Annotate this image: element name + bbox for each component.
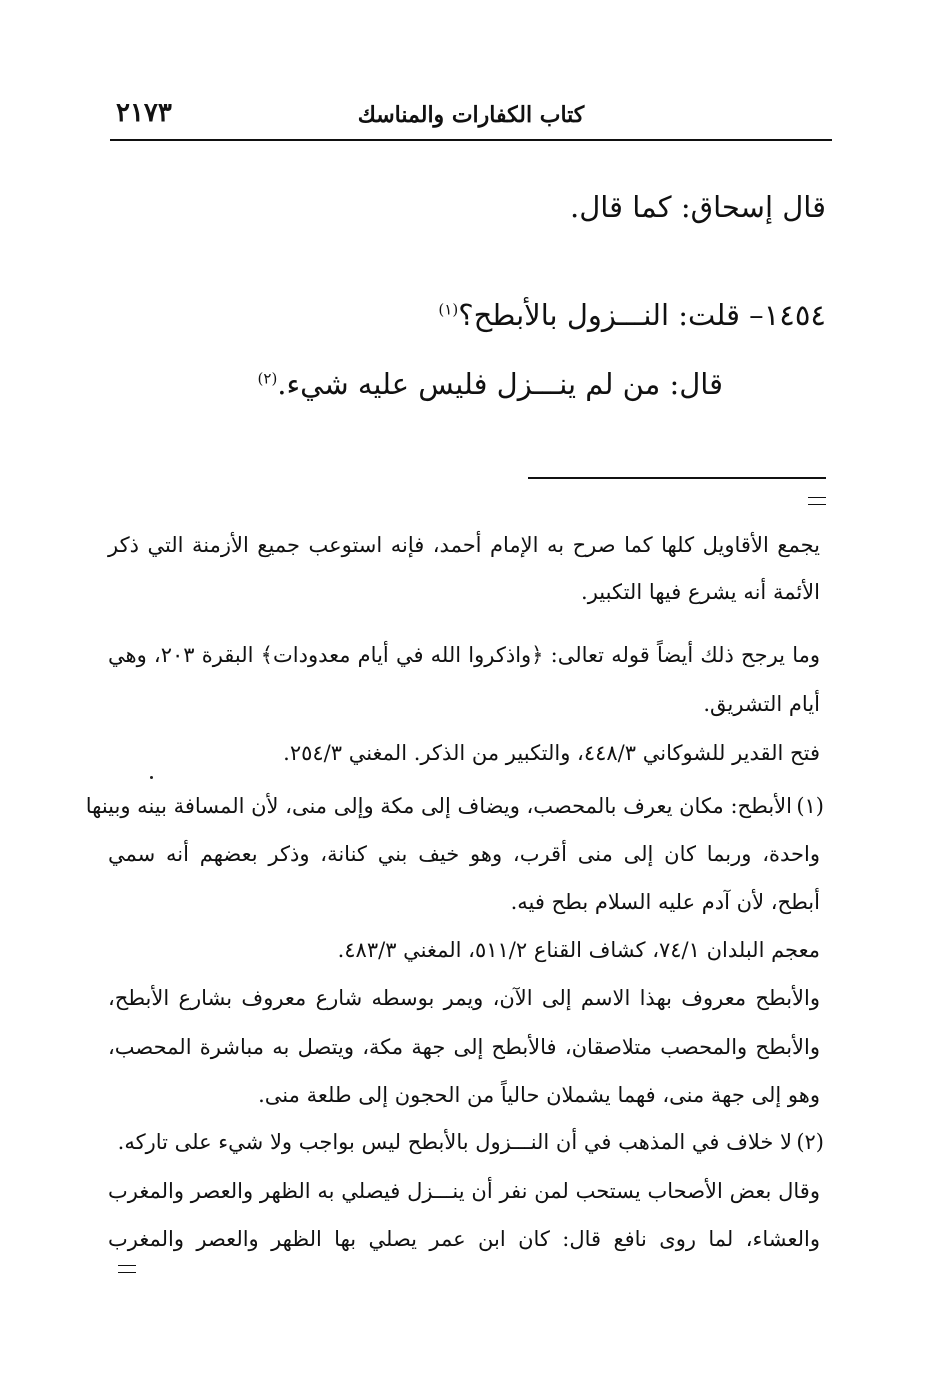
- header-title: كتاب الكفارات والمناسك: [357, 102, 585, 128]
- question-text: – قلت: النـــزول بالأبطح؟: [458, 298, 764, 332]
- footnote-continuation-line: فتح القدير للشوكاني ٤٤٨/٣، والتكبير من الذكر. المغني ٢٥٤/٣.: [283, 741, 820, 765]
- footnote-1-line: والأبطح والمحصب متلاصقان، فالأبطح إلى جهة مكة، ويتصل به مباشرة المحصب،: [108, 1035, 820, 1059]
- footnote-1-number: (١): [796, 794, 824, 818]
- footnote-ref-2: (٢): [257, 369, 278, 388]
- footnote-continuation-line: أيام التشريق.: [703, 692, 820, 716]
- header-divider: [110, 139, 832, 141]
- footnote-divider: [528, 477, 826, 479]
- footnote-continuation-line: وما يرجح ذلك أيضاً قوله تعالى: ﴿واذكروا الله في أيام معدودات﴾ البقرة ٢٠٣، وهي: [108, 643, 820, 667]
- continuation-mark-bottom: [118, 1265, 136, 1273]
- answer-line: [258, 364, 723, 404]
- question-line: [438, 295, 826, 335]
- footnote-2-line: والعشاء، لما روى نافع قال: كان ابن عمر يصلي بها الظهر والعصر والمغرب: [108, 1227, 820, 1251]
- footnote-continuation-line: يجمع الأقاويل كلها كما صرح به الإمام أحمد، فإنه استوعب جميع الأزمنة التي ذكر: [108, 533, 820, 557]
- footnote-2-number: (٢): [796, 1130, 824, 1154]
- footnote-1-line: الأبطح: مكان يعرف بالمحصب، ويضاف إلى مكة وإلى منى، لأن المسافة بينه وبينها: [85, 794, 792, 818]
- footnote-2-line: وقال بعض الأصحاب يستحب لمن نفر أن ينـــزل فيصلي به الظهر والعصر والمغرب: [108, 1179, 820, 1203]
- footnote-ref-1: (١): [438, 300, 459, 319]
- question-number: ١٤٥٤: [763, 298, 826, 332]
- page-number: ٢١٧٣: [116, 98, 172, 128]
- running-header: [110, 98, 832, 138]
- main-line-1: قال إسحاق: كما قال.: [569, 190, 826, 224]
- footnote-2-line: لا خلاف في المذهب في أن النـــزول بالأبطح ليس بواجب ولا شيء على تاركه.: [117, 1130, 792, 1154]
- continuation-mark-top: [808, 497, 826, 505]
- stray-dot: [150, 776, 153, 779]
- answer-text: قال: من لم ينـــزل فليس عليه شيء.: [277, 367, 723, 401]
- footnote-1-line: واحدة، وربما كان إلى منى أقرب، وهو خيف بني كنانة، وذكر بعضهم أنه سمي: [108, 842, 820, 866]
- footnote-1-line: أبطح، لأن آدم عليه السلام بطح فيه.: [510, 890, 820, 914]
- footnote-continuation-line: الأئمة أنه يشرع فيها التكبير.: [581, 580, 820, 604]
- footnote-1-line: وهو إلى جهة منى، فهما يشملان حالياً من الحجون إلى طلعة منى.: [258, 1083, 820, 1107]
- footnote-1-line: والأبطح معروف بهذا الاسم إلى الآن، ويمر بوسطه شارع معروف بشارع الأبطح،: [108, 986, 820, 1010]
- footnote-1-line: معجم البلدان ٧٤/١، كشاف القناع ٥١١/٢، المغني ٤٨٣/٣.: [337, 938, 820, 962]
